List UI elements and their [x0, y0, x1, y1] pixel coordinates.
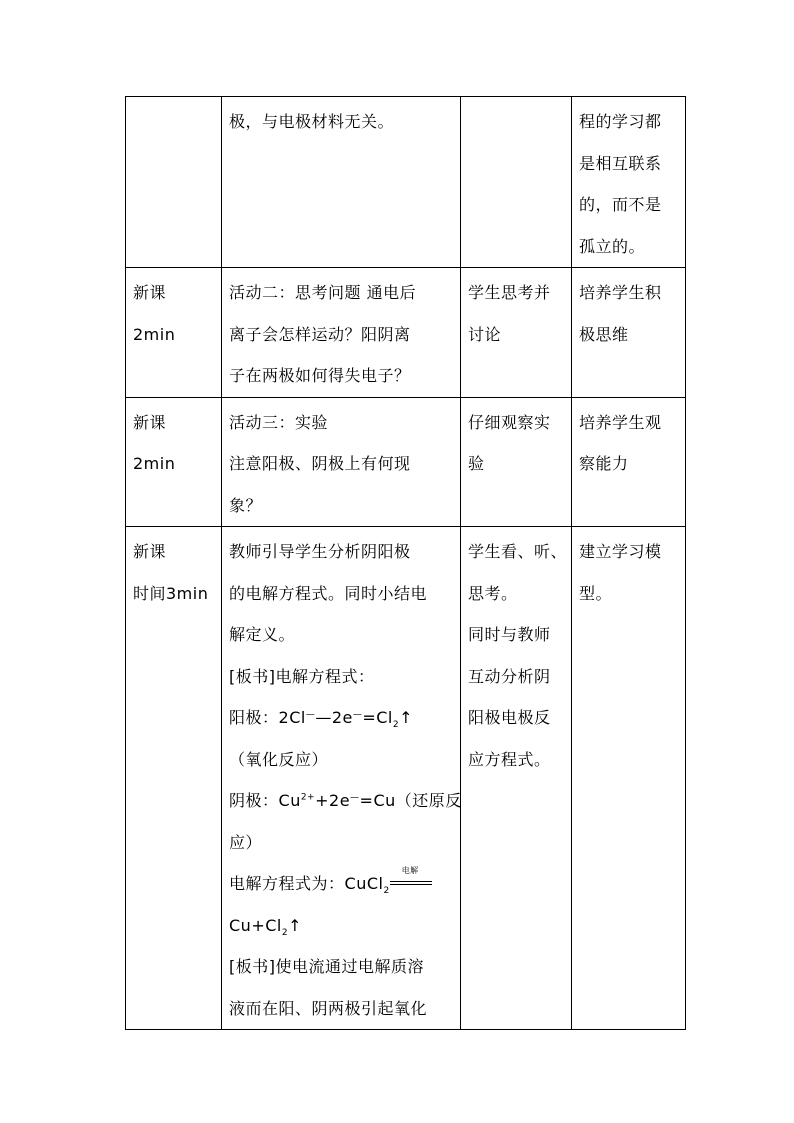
- cathode-label: 阴极：: [229, 791, 279, 810]
- purpose-cell: [572, 268, 686, 398]
- anode-note: （氧化反应）: [229, 749, 329, 769]
- anode-sup1: —: [305, 709, 316, 720]
- table-row: [126, 527, 686, 1030]
- cathode-continuation: 应）: [229, 832, 263, 852]
- anode-part1: 2Cl: [278, 708, 306, 727]
- cathode-part2: +2e: [315, 791, 351, 810]
- student-line: 思考。: [468, 583, 518, 603]
- content-line: 解定义。: [229, 625, 296, 644]
- content-line: 液而在阳、阴两极引起氧化: [229, 998, 428, 1018]
- content-line: [板书]使电流通过电解质溶: [229, 957, 424, 976]
- purpose-line: 是相互联系: [579, 153, 662, 173]
- table-row: [126, 397, 686, 527]
- purpose-line: 的，而不是: [579, 195, 662, 214]
- cathode-sup1: 2+: [300, 792, 316, 803]
- purpose-line: 培养学生观: [579, 412, 662, 432]
- up-arrow-icon: ↑: [399, 708, 414, 727]
- student-activity-cell: [461, 268, 572, 398]
- purpose-line: 察能力: [579, 454, 629, 473]
- purpose-cell: [572, 527, 686, 1030]
- purpose-line: 极思维: [579, 324, 629, 344]
- purpose-line: 培养学生积: [579, 283, 662, 302]
- content-line: [板书]电解方程式：: [229, 666, 375, 686]
- stage-cell: [126, 97, 222, 268]
- up-arrow-icon: ↑: [288, 915, 302, 935]
- anode-part2: —2e: [315, 708, 353, 727]
- purpose-line: 孤立的。: [579, 236, 646, 256]
- purpose-line: 建立学习模: [579, 542, 662, 561]
- content-cell: [222, 97, 461, 268]
- content-line: 教师引导学生分析阴阳极: [229, 542, 411, 561]
- stage-time: 2min: [133, 324, 176, 344]
- student-line: 同时与教师: [468, 625, 551, 644]
- content-line: 的电解方程式。同时小结电: [229, 583, 428, 603]
- stage-time: 时间3min: [133, 583, 209, 603]
- table-row: [126, 268, 686, 398]
- cathode-sup2: —: [350, 792, 360, 803]
- anode-sub: 2: [392, 720, 400, 731]
- purpose-cell: [572, 397, 686, 527]
- purpose-cell: [572, 97, 686, 268]
- anode-label: 阳极：: [229, 708, 279, 727]
- anode-equation: [229, 697, 453, 739]
- stage-label: 新课: [133, 283, 167, 302]
- student-line: 验: [468, 454, 485, 473]
- content-line: 子在两极如何得失电子？: [229, 366, 411, 385]
- student-line: 应方程式。: [468, 749, 551, 769]
- cathode-part1: Cu: [278, 791, 301, 810]
- reactant-sub: 2: [383, 886, 390, 897]
- stage-time: 2min: [133, 454, 176, 473]
- content-line: 极，与电极材料无关。: [229, 112, 395, 131]
- anode-part3: =Cl: [362, 708, 393, 727]
- content-line: 离子会怎样运动？阳阴离: [229, 324, 411, 344]
- equals-bar: [390, 884, 432, 885]
- stage-label: 新课: [133, 412, 167, 432]
- overall-label: 电解方程式为：: [229, 874, 345, 893]
- student-line: 阳极电极反: [468, 708, 551, 727]
- cathode-part3: =Cu（还原反: [359, 791, 462, 810]
- student-line: 讨论: [468, 324, 502, 344]
- equals-condition-sign: [390, 865, 432, 895]
- purpose-line: 程的学习都: [579, 112, 662, 131]
- table-row: [126, 97, 686, 268]
- student-activity-cell: [461, 397, 572, 527]
- stage-cell: [126, 527, 222, 1030]
- student-activity-cell: [461, 527, 572, 1030]
- student-line: 仔细观察实: [468, 412, 551, 432]
- stage-cell: [126, 268, 222, 398]
- content-line: 象？: [229, 495, 263, 515]
- content-line: 活动三：实验: [229, 412, 329, 432]
- equals-bar: [390, 881, 432, 882]
- content-line: 注意阳极、阴极上有何现: [229, 454, 411, 473]
- student-line: 学生思考并: [468, 283, 551, 302]
- products: [229, 905, 453, 947]
- content-line: 活动二：思考问题 通电后: [229, 283, 417, 302]
- lesson-plan-table: [125, 96, 686, 1030]
- stage-label: 新课: [133, 542, 167, 561]
- purpose-line: 型。: [579, 583, 613, 603]
- overall-equation: [229, 863, 453, 905]
- content-cell: [222, 527, 461, 1030]
- content-cell: [222, 397, 461, 527]
- anode-sup2: —: [352, 709, 363, 720]
- cathode-equation: [229, 780, 462, 822]
- content-cell: [222, 268, 461, 398]
- student-line: 互动分析阴: [468, 666, 551, 686]
- student-activity-cell: [461, 97, 572, 268]
- stage-cell: [126, 397, 222, 527]
- products-sub: 2: [281, 927, 289, 938]
- products-part: Cu+Cl: [229, 915, 282, 935]
- reactant: CuCl: [344, 874, 384, 893]
- condition-label: 电解: [401, 865, 419, 875]
- student-line: 学生看、听、: [468, 542, 568, 561]
